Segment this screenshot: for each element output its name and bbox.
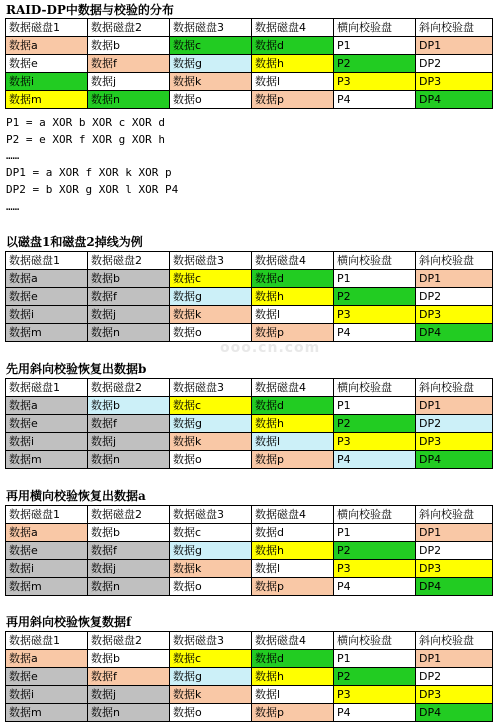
column-header: 数据磁盘3	[170, 379, 252, 397]
column-header: 数据磁盘1	[6, 506, 88, 524]
table-cell: 数据b	[88, 37, 170, 55]
table-cell: P4	[334, 91, 416, 109]
column-header: 数据磁盘4	[252, 19, 334, 37]
table-cell: 数据m	[6, 451, 88, 469]
table-cell: DP2	[416, 668, 493, 686]
table-cell: 数据f	[88, 288, 170, 306]
table-row	[6, 55, 493, 73]
column-header: 横向校验盘	[334, 252, 416, 270]
table-cell: P1	[334, 270, 416, 288]
table-cell: 数据e	[6, 668, 88, 686]
table-cell: DP2	[416, 288, 493, 306]
table-row	[6, 306, 493, 324]
watermark: ooo.cn.com	[220, 340, 321, 356]
table-cell: 数据e	[6, 542, 88, 560]
column-header: 数据磁盘2	[88, 252, 170, 270]
table-cell: 数据k	[170, 306, 252, 324]
table-cell: 数据j	[88, 433, 170, 451]
table-cell: 数据n	[88, 324, 170, 342]
table-cell: 数据m	[6, 91, 88, 109]
table-cell: P3	[334, 686, 416, 704]
table-cell: DP1	[416, 270, 493, 288]
table-cell: 数据g	[170, 542, 252, 560]
table-row	[6, 324, 493, 342]
table-cell: 数据g	[170, 668, 252, 686]
table-cell: DP3	[416, 686, 493, 704]
column-header: 数据磁盘3	[170, 506, 252, 524]
table-cell: 数据a	[6, 650, 88, 668]
table-row	[6, 270, 493, 288]
formula-dp2: DP2 = b XOR g XOR l XOR P4	[6, 183, 179, 196]
table-row	[6, 650, 493, 668]
table-cell: 数据l	[252, 560, 334, 578]
table-cell: P4	[334, 451, 416, 469]
column-header: 数据磁盘1	[6, 252, 88, 270]
table-cell: 数据b	[88, 650, 170, 668]
column-header: 数据磁盘4	[252, 252, 334, 270]
table-cell: 数据n	[88, 578, 170, 596]
table-cell: 数据c	[170, 270, 252, 288]
table-cell: 数据n	[88, 91, 170, 109]
table-cell: 数据c	[170, 524, 252, 542]
table-cell: P3	[334, 560, 416, 578]
column-header: 数据磁盘1	[6, 19, 88, 37]
table-cell: DP2	[416, 542, 493, 560]
table-row	[6, 37, 493, 55]
table-cell: 数据g	[170, 288, 252, 306]
table-cell: DP4	[416, 704, 493, 722]
table-row	[6, 578, 493, 596]
table-cell: 数据o	[170, 91, 252, 109]
column-header: 斜向校验盘	[416, 632, 493, 650]
formula-p2: P2 = e XOR f XOR g XOR h	[6, 133, 165, 146]
formula-p1: P1 = a XOR b XOR c XOR d	[6, 116, 165, 129]
recover-a-table	[5, 505, 493, 596]
table-cell: 数据a	[6, 270, 88, 288]
recover-f-table	[5, 631, 493, 722]
table-cell: 数据m	[6, 324, 88, 342]
table-cell: 数据d	[252, 270, 334, 288]
table-cell: P3	[334, 306, 416, 324]
column-header: 斜向校验盘	[416, 19, 493, 37]
table-cell: DP3	[416, 73, 493, 91]
table-cell: 数据n	[88, 451, 170, 469]
column-header: 数据磁盘3	[170, 632, 252, 650]
table-row	[6, 560, 493, 578]
table-cell: P2	[334, 668, 416, 686]
table-cell: 数据i	[6, 306, 88, 324]
table-cell: 数据n	[88, 704, 170, 722]
formula-ellipsis: ……	[6, 200, 20, 213]
column-header: 斜向校验盘	[416, 506, 493, 524]
column-header: 横向校验盘	[334, 379, 416, 397]
table-cell: DP4	[416, 324, 493, 342]
table-row	[6, 415, 493, 433]
table-row	[6, 73, 493, 91]
column-header: 数据磁盘1	[6, 379, 88, 397]
table-cell: P3	[334, 73, 416, 91]
table-cell: DP4	[416, 91, 493, 109]
recover-b-table	[5, 378, 493, 469]
table-header-row	[6, 252, 493, 270]
table-cell: 数据h	[252, 55, 334, 73]
table-cell: 数据p	[252, 704, 334, 722]
table-cell: P1	[334, 650, 416, 668]
column-header: 斜向校验盘	[416, 252, 493, 270]
distribution-table	[5, 18, 493, 109]
table-row	[6, 524, 493, 542]
section-title: 再用斜向校验恢复数据f	[6, 615, 132, 629]
table-cell: 数据a	[6, 524, 88, 542]
column-header: 横向校验盘	[334, 19, 416, 37]
table-cell: P3	[334, 433, 416, 451]
table-cell: 数据o	[170, 324, 252, 342]
table-cell: 数据e	[6, 415, 88, 433]
table-cell: 数据h	[252, 542, 334, 560]
table-cell: 数据o	[170, 451, 252, 469]
table-row	[6, 451, 493, 469]
table-cell: 数据c	[170, 650, 252, 668]
table-row	[6, 433, 493, 451]
column-header: 数据磁盘2	[88, 19, 170, 37]
table-row	[6, 668, 493, 686]
failure-table	[5, 251, 493, 342]
table-cell: 数据b	[88, 524, 170, 542]
table-row	[6, 542, 493, 560]
table-cell: DP4	[416, 578, 493, 596]
table-cell: 数据p	[252, 451, 334, 469]
table-cell: P4	[334, 324, 416, 342]
table-cell: DP4	[416, 451, 493, 469]
table-cell: 数据i	[6, 433, 88, 451]
table-cell: 数据j	[88, 73, 170, 91]
table-cell: 数据g	[170, 415, 252, 433]
table-cell: 数据k	[170, 560, 252, 578]
table-cell: DP1	[416, 397, 493, 415]
table-cell: P2	[334, 415, 416, 433]
table-cell: 数据m	[6, 704, 88, 722]
table-header-row	[6, 506, 493, 524]
table-cell: 数据b	[88, 270, 170, 288]
table-cell: 数据o	[170, 704, 252, 722]
column-header: 数据磁盘4	[252, 379, 334, 397]
table-row	[6, 686, 493, 704]
column-header: 数据磁盘2	[88, 379, 170, 397]
formula-dp1: DP1 = a XOR f XOR k XOR p	[6, 166, 172, 179]
table-cell: 数据j	[88, 560, 170, 578]
table-cell: 数据c	[170, 37, 252, 55]
column-header: 数据磁盘1	[6, 632, 88, 650]
table-cell: 数据p	[252, 91, 334, 109]
table-cell: DP1	[416, 650, 493, 668]
table-cell: 数据f	[88, 415, 170, 433]
table-cell: 数据p	[252, 324, 334, 342]
table-cell: DP3	[416, 306, 493, 324]
column-header: 数据磁盘4	[252, 506, 334, 524]
table-cell: 数据l	[252, 73, 334, 91]
table-cell: 数据o	[170, 578, 252, 596]
table-cell: 数据l	[252, 306, 334, 324]
table-cell: 数据l	[252, 433, 334, 451]
table-cell: 数据k	[170, 686, 252, 704]
table-cell: 数据k	[170, 73, 252, 91]
table-cell: P1	[334, 37, 416, 55]
section-title: 先用斜向校验恢复出数据b	[6, 362, 147, 376]
column-header: 数据磁盘4	[252, 632, 334, 650]
table-cell: DP2	[416, 415, 493, 433]
table-cell: P1	[334, 397, 416, 415]
table-cell: 数据a	[6, 37, 88, 55]
table-cell: 数据b	[88, 397, 170, 415]
column-header: 数据磁盘3	[170, 252, 252, 270]
table-cell: DP1	[416, 524, 493, 542]
table-cell: 数据p	[252, 578, 334, 596]
table-cell: 数据e	[6, 288, 88, 306]
section-title: RAID-DP中数据与校验的分布	[6, 3, 174, 17]
section-title: 再用横向校验恢复出数据a	[6, 489, 146, 503]
column-header: 数据磁盘3	[170, 19, 252, 37]
table-cell: 数据f	[88, 668, 170, 686]
column-header: 横向校验盘	[334, 632, 416, 650]
table-row	[6, 288, 493, 306]
table-cell: 数据f	[88, 542, 170, 560]
column-header: 数据磁盘2	[88, 506, 170, 524]
column-header: 数据磁盘2	[88, 632, 170, 650]
table-cell: 数据e	[6, 55, 88, 73]
table-cell: DP1	[416, 37, 493, 55]
table-header-row	[6, 379, 493, 397]
table-cell: DP3	[416, 560, 493, 578]
table-cell: DP3	[416, 433, 493, 451]
table-cell: 数据l	[252, 686, 334, 704]
table-cell: 数据m	[6, 578, 88, 596]
table-cell: 数据k	[170, 433, 252, 451]
table-cell: 数据d	[252, 524, 334, 542]
table-cell: 数据i	[6, 686, 88, 704]
column-header: 横向校验盘	[334, 506, 416, 524]
table-cell: 数据a	[6, 397, 88, 415]
table-cell: DP2	[416, 55, 493, 73]
table-cell: P4	[334, 704, 416, 722]
table-header-row	[6, 632, 493, 650]
table-cell: 数据f	[88, 55, 170, 73]
formula-ellipsis: ……	[6, 149, 20, 162]
table-cell: 数据i	[6, 560, 88, 578]
table-cell: 数据h	[252, 415, 334, 433]
table-cell: 数据j	[88, 686, 170, 704]
table-cell: 数据d	[252, 650, 334, 668]
table-cell: P1	[334, 524, 416, 542]
column-header: 斜向校验盘	[416, 379, 493, 397]
table-cell: P2	[334, 542, 416, 560]
table-cell: 数据h	[252, 288, 334, 306]
table-cell: 数据i	[6, 73, 88, 91]
section-title: 以磁盘1和磁盘2掉线为例	[6, 235, 143, 249]
table-row	[6, 397, 493, 415]
table-cell: 数据d	[252, 37, 334, 55]
table-cell: P4	[334, 578, 416, 596]
table-cell: 数据d	[252, 397, 334, 415]
table-cell: P2	[334, 55, 416, 73]
table-cell: 数据c	[170, 397, 252, 415]
table-cell: 数据j	[88, 306, 170, 324]
table-cell: P2	[334, 288, 416, 306]
table-cell: 数据g	[170, 55, 252, 73]
table-cell: 数据h	[252, 668, 334, 686]
table-header-row	[6, 19, 493, 37]
table-row	[6, 91, 493, 109]
table-row	[6, 704, 493, 722]
